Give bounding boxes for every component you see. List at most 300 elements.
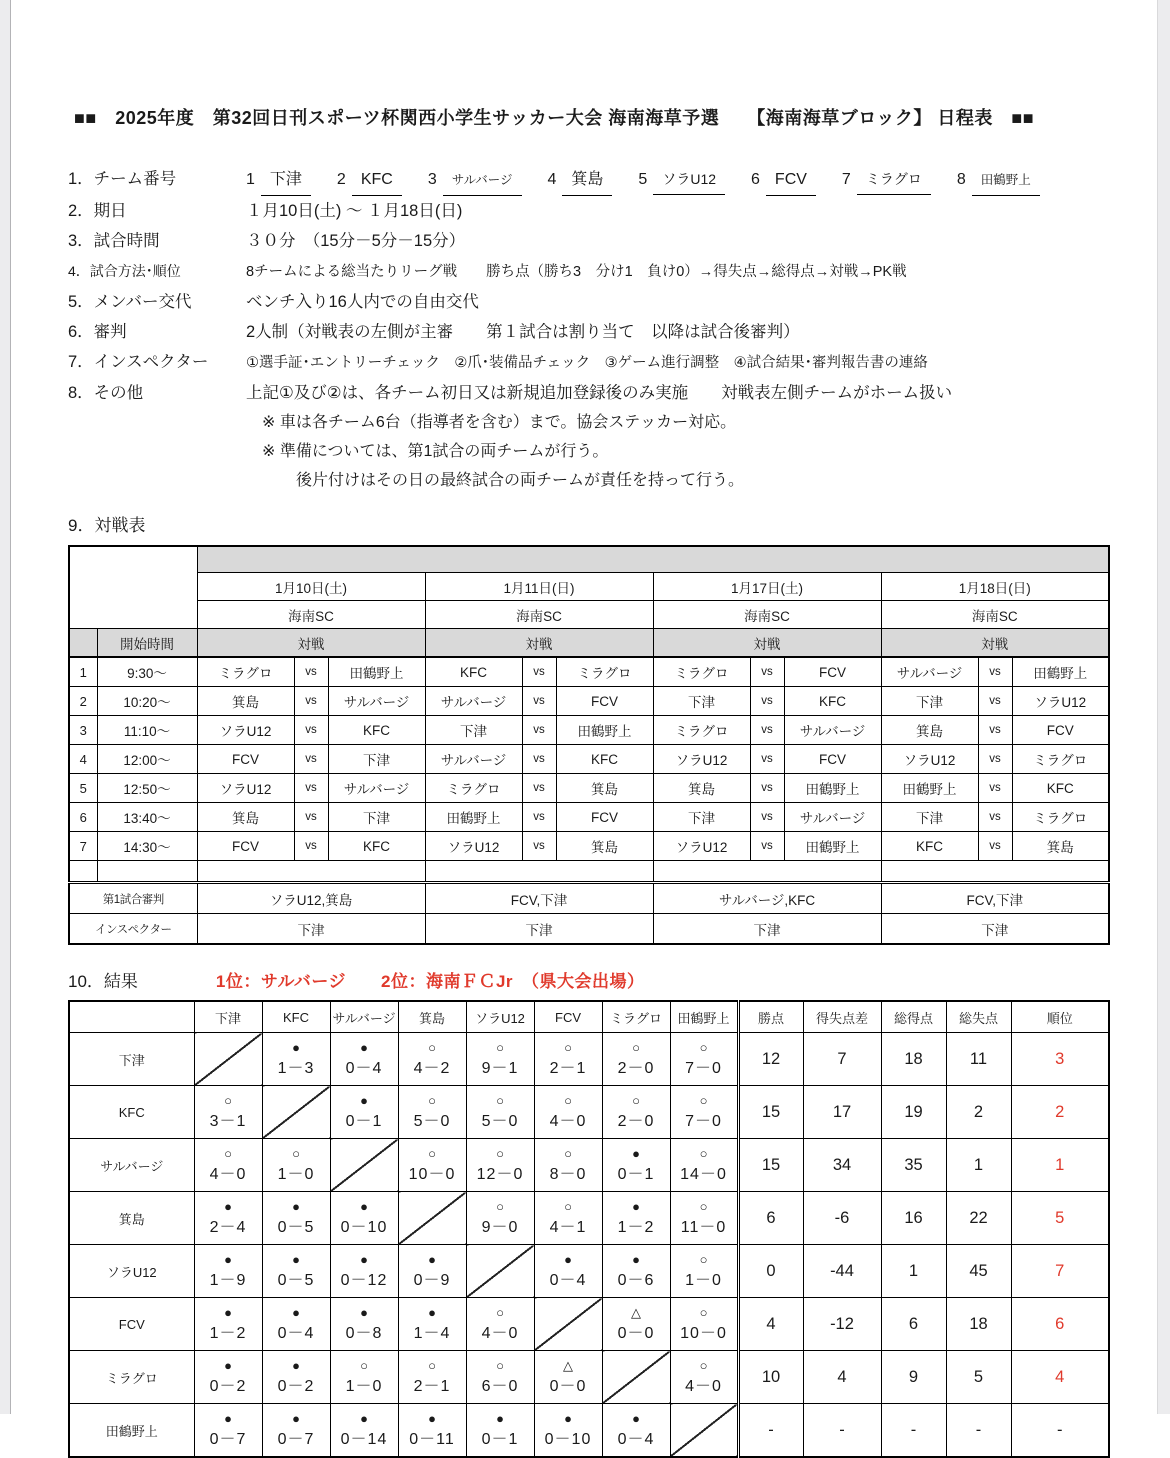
schedule-section-title: 9．対戦表: [68, 516, 146, 535]
points-cell: 6: [738, 1192, 803, 1245]
result-cell: [330, 1404, 398, 1458]
venue-cell: 海南SC: [881, 601, 1109, 629]
results-row: [69, 1086, 1109, 1139]
start-time-cell: 11:10～: [97, 716, 197, 745]
team-name: ソラU12: [653, 164, 725, 195]
result-mark: ○: [699, 1252, 708, 1267]
vs-cell: vs: [522, 832, 556, 861]
results-column-header: 総失点: [946, 1001, 1011, 1033]
result-score: 0－5: [277, 1219, 315, 1236]
home-team-cell: FCV: [197, 832, 294, 861]
info-value: 上記①及び②は、各チーム初日又は新規追加登録後のみ実施 対戦表左側チームがホーム扱い: [246, 384, 953, 402]
away-team-cell: 箕島: [1012, 832, 1109, 861]
goal-diff-cell: 34: [803, 1139, 881, 1192]
home-team-cell: ミラグロ: [653, 657, 750, 687]
result-score: 2－0: [617, 1113, 655, 1130]
schedule-match-row: [69, 687, 1109, 716]
result-score: 0－4: [617, 1431, 655, 1448]
result-mark: ○: [632, 1093, 640, 1108]
result-score: 8－0: [549, 1166, 587, 1183]
info-label: 1．チーム番号: [68, 170, 177, 188]
team-number: 8: [956, 171, 966, 188]
result-cell: [466, 1298, 534, 1351]
result-mark: ●: [292, 1358, 300, 1373]
result-mark: ●: [360, 1411, 368, 1426]
result-cell: [466, 1086, 534, 1139]
inspector-row-label: インスペクター: [69, 914, 197, 945]
results-column-header: 箕島: [398, 1001, 466, 1033]
result-cell: [534, 1404, 602, 1458]
result-mark: ●: [224, 1358, 232, 1373]
schedule-body: [69, 657, 1109, 861]
result-score: 4－0: [685, 1378, 722, 1395]
schedule-match-row: [69, 774, 1109, 803]
home-team-cell: ソラU12: [881, 745, 978, 774]
result-score: 11－0: [680, 1219, 727, 1236]
results-column-header: 下津: [194, 1001, 262, 1033]
away-team-cell: ソラU12: [1012, 687, 1109, 716]
goal-diff-cell: -6: [803, 1192, 881, 1245]
away-team-cell: KFC: [1012, 774, 1109, 803]
result-score: 0－7: [277, 1431, 315, 1448]
away-team-cell: 田鶴野上: [784, 832, 881, 861]
team-list: [246, 164, 1040, 196]
goal-diff-cell: 7: [803, 1033, 881, 1086]
start-time-cell: 14:30～: [97, 832, 197, 861]
result-mark: ●: [292, 1305, 300, 1320]
result-mark: ●: [292, 1411, 300, 1426]
result-mark: ○: [428, 1146, 436, 1161]
vs-cell: vs: [294, 745, 328, 774]
result-cell: [670, 1139, 738, 1192]
result-cell: [602, 1245, 670, 1298]
results-row: [69, 1351, 1109, 1404]
page-title: ■■ 2025年度 第32回日刊スポーツ杯関西小学生サッカー大会 海南海草予選 【海南海草ブロック】 日程表 ■■: [74, 108, 1035, 128]
goal-diff-cell: 4: [803, 1351, 881, 1404]
result-mark: ○: [564, 1093, 572, 1108]
result-cell: [398, 1245, 466, 1298]
home-team-cell: 箕島: [653, 774, 750, 803]
team-number: 5: [638, 171, 648, 188]
home-team-cell: KFC: [881, 832, 978, 861]
result-mark: ●: [496, 1411, 504, 1426]
results-body: [69, 1033, 1109, 1458]
result-mark: ○: [224, 1146, 232, 1161]
result-score: 0－14: [340, 1431, 388, 1448]
info-value: 2人制（対戦表の左側が主審 第１試合は割り当て 以降は試合後審判）: [246, 323, 800, 341]
vs-cell: vs: [294, 803, 328, 832]
points-cell: -: [738, 1404, 803, 1458]
team-entry: [638, 164, 725, 195]
points-cell: 15: [738, 1139, 803, 1192]
home-team-cell: 下津: [653, 803, 750, 832]
result-score: 7－0: [685, 1060, 722, 1077]
results-table: [68, 1000, 1110, 1458]
home-team-cell: ソラU12: [197, 716, 294, 745]
result-score: 0－10: [340, 1219, 388, 1236]
schedule-table: [68, 545, 1110, 945]
result-score: 0－0: [549, 1378, 587, 1395]
result-mark: △: [631, 1305, 641, 1320]
result-mark: ○: [699, 1040, 708, 1055]
result-cell: [194, 1192, 262, 1245]
result-cell: [262, 1033, 330, 1086]
result-score: 0－11: [409, 1431, 455, 1448]
result-cell: [602, 1404, 670, 1458]
note-cleanup: 後片付けはその日の最終試合の両チームが責任を持って行う。: [296, 472, 745, 489]
result-score: 14－0: [680, 1166, 727, 1183]
blank-header-cell: [69, 629, 97, 658]
away-team-cell: KFC: [784, 687, 881, 716]
result-cell: [330, 1192, 398, 1245]
points-cell: 15: [738, 1086, 803, 1139]
result-score: 0－5: [277, 1272, 315, 1289]
result-score: 0－1: [481, 1431, 519, 1448]
inspector-cell: 下津: [425, 914, 653, 945]
result-score: 0－4: [345, 1060, 383, 1077]
vs-cell: vs: [294, 687, 328, 716]
results-column-header: KFC: [262, 1001, 330, 1033]
team-number: 3: [427, 171, 437, 188]
result-score: 1－0: [685, 1272, 722, 1289]
result-mark: ○: [699, 1146, 708, 1161]
home-team-cell: 下津: [881, 803, 978, 832]
schedule-header-row: [69, 629, 1109, 658]
home-team-cell: ソラU12: [425, 832, 522, 861]
away-team-cell: ミラグロ: [1012, 745, 1109, 774]
result-cell: [534, 1139, 602, 1192]
result-score: 5－0: [481, 1113, 519, 1130]
diagonal-cell: [670, 1404, 738, 1458]
results-row: [69, 1033, 1109, 1086]
result-mark: ●: [360, 1199, 368, 1214]
away-team-cell: サルバージ: [328, 687, 425, 716]
goals-against-cell: 11: [946, 1033, 1011, 1086]
team-number: 2: [336, 171, 346, 188]
match-number-cell: 6: [69, 803, 97, 832]
result-mark: △: [563, 1358, 573, 1373]
match-number-cell: 3: [69, 716, 97, 745]
result-score: 6－0: [481, 1378, 519, 1395]
vs-cell: vs: [294, 774, 328, 803]
result-mark: ●: [360, 1040, 368, 1055]
vs-cell: vs: [978, 745, 1012, 774]
result-mark: ●: [360, 1252, 368, 1267]
home-team-cell: 田鶴野上: [425, 803, 522, 832]
results-column-header: 田鶴野上: [670, 1001, 738, 1033]
result-mark: ○: [699, 1199, 708, 1214]
result-score: 3－1: [209, 1113, 247, 1130]
result-mark: ●: [564, 1252, 572, 1267]
home-team-cell: 箕島: [197, 687, 294, 716]
away-team-cell: FCV: [556, 687, 653, 716]
goals-for-cell: 16: [881, 1192, 946, 1245]
start-time-cell: 13:40～: [97, 803, 197, 832]
results-team-label: 下津: [69, 1033, 194, 1086]
schedule-match-row: [69, 803, 1109, 832]
result-score: 12－0: [476, 1166, 524, 1183]
schedule-band: [197, 546, 1109, 573]
vs-cell: vs: [522, 803, 556, 832]
result-cell: [534, 1086, 602, 1139]
referee-cell: FCV,下津: [881, 883, 1109, 914]
rank-cell: 5: [1011, 1192, 1109, 1245]
away-team-cell: 下津: [328, 745, 425, 774]
match-header-cell: 対戦: [881, 629, 1109, 658]
result-score: 7－0: [685, 1113, 722, 1130]
away-team-cell: ミラグロ: [1012, 803, 1109, 832]
result-mark: ●: [428, 1252, 436, 1267]
points-cell: 0: [738, 1245, 803, 1298]
team-name: 田鶴野上: [972, 165, 1040, 196]
goals-against-cell: 22: [946, 1192, 1011, 1245]
result-mark: ●: [632, 1411, 640, 1426]
results-section-title: 10．結果: [68, 972, 138, 991]
home-team-cell: ソラU12: [653, 745, 750, 774]
result-cell: [398, 1404, 466, 1458]
result-cell: [194, 1086, 262, 1139]
diagonal-cell: [194, 1033, 262, 1086]
info-label: 6．審判: [68, 323, 127, 341]
result-score: 0－9: [413, 1272, 451, 1289]
team-entry: [842, 164, 931, 195]
vs-cell: vs: [750, 774, 784, 803]
results-row: [69, 1298, 1109, 1351]
away-team-cell: FCV: [784, 657, 881, 687]
result-score: 9－0: [481, 1219, 519, 1236]
result-score: 2－0: [617, 1060, 655, 1077]
result-mark: ○: [496, 1199, 504, 1214]
document: [68, 0, 1108, 1458]
result-mark: ●: [360, 1093, 368, 1108]
results-column-header: 得失点差: [803, 1001, 881, 1033]
result-mark: ●: [292, 1199, 300, 1214]
match-number-cell: 2: [69, 687, 97, 716]
time-header-cell: 開始時間: [97, 629, 197, 658]
home-team-cell: ミラグロ: [653, 716, 750, 745]
away-team-cell: KFC: [556, 745, 653, 774]
goals-against-cell: 1: [946, 1139, 1011, 1192]
results-row: [69, 1404, 1109, 1458]
result-score: 0－1: [617, 1166, 655, 1183]
result-score: 9－1: [481, 1060, 519, 1077]
schedule-band-row: [69, 546, 1109, 573]
result-mark: ○: [292, 1146, 300, 1161]
result-cell: [602, 1033, 670, 1086]
result-mark: ●: [360, 1305, 368, 1320]
inspector-cell: 下津: [653, 914, 881, 945]
info-label: 5．メンバー交代: [68, 293, 192, 311]
results-column-header: FCV: [534, 1001, 602, 1033]
vs-cell: vs: [978, 774, 1012, 803]
vs-cell: vs: [978, 657, 1012, 687]
empty-cell: [69, 861, 97, 883]
goals-for-cell: 6: [881, 1298, 946, 1351]
vs-cell: vs: [294, 657, 328, 687]
goal-diff-cell: 17: [803, 1086, 881, 1139]
results-section-header: [68, 967, 1108, 992]
schedule-referee-row: [69, 883, 1109, 914]
result-mark: ○: [699, 1358, 708, 1373]
schedule-match-row: [69, 745, 1109, 774]
result-mark: ○: [428, 1358, 436, 1373]
empty-cell: [425, 861, 653, 883]
team-entry: [428, 165, 522, 196]
result-score: 10－0: [408, 1166, 456, 1183]
result-cell: [262, 1192, 330, 1245]
result-score: 0－2: [209, 1378, 247, 1395]
info-row-duration: [68, 226, 1108, 256]
result-mark: ○: [496, 1146, 504, 1161]
away-team-cell: KFC: [328, 832, 425, 861]
result-score: 0－7: [209, 1431, 247, 1448]
vs-cell: vs: [978, 803, 1012, 832]
home-team-cell: ミラグロ: [197, 657, 294, 687]
result-score: 4－0: [209, 1166, 247, 1183]
start-time-cell: 9:30～: [97, 657, 197, 687]
result-mark: ○: [360, 1358, 368, 1373]
schedule-match-row: [69, 657, 1109, 687]
home-team-cell: KFC: [425, 657, 522, 687]
result-mark: ●: [632, 1252, 640, 1267]
result-cell: [330, 1351, 398, 1404]
diagonal-cell: [466, 1245, 534, 1298]
away-team-cell: 田鶴野上: [784, 774, 881, 803]
home-team-cell: 田鶴野上: [881, 774, 978, 803]
empty-cell: [653, 861, 881, 883]
result-mark: ●: [292, 1040, 300, 1055]
rank-cell: 2: [1011, 1086, 1109, 1139]
info-value: 8チームによる総当たりリーグ戦 勝ち点（勝ち3 分け1 負け0）→得失点→総得点→対戦→PK戦: [246, 264, 907, 280]
result-mark: ●: [632, 1146, 640, 1161]
result-mark: ○: [496, 1358, 504, 1373]
result-cell: [194, 1245, 262, 1298]
result-mark: ●: [564, 1411, 572, 1426]
result-cell: [670, 1086, 738, 1139]
points-cell: 10: [738, 1351, 803, 1404]
info-label: 2．期日: [68, 202, 127, 220]
result-cell: [534, 1351, 602, 1404]
result-cell: [330, 1086, 398, 1139]
rank-cell: 3: [1011, 1033, 1109, 1086]
goals-against-cell: 5: [946, 1351, 1011, 1404]
result-score: 0－6: [617, 1272, 655, 1289]
empty-cell: [197, 861, 425, 883]
team-entry: [957, 165, 1040, 196]
note-preparation: ※ 準備については、第1試合の両チームが行う。: [262, 443, 609, 460]
result-mark: ●: [428, 1411, 436, 1426]
rank-cell: 6: [1011, 1298, 1109, 1351]
away-team-cell: FCV: [784, 745, 881, 774]
diagonal-cell: [534, 1298, 602, 1351]
venue-cell: 海南SC: [425, 601, 653, 629]
home-team-cell: 下津: [425, 716, 522, 745]
home-team-cell: ソラU12: [653, 832, 750, 861]
home-team-cell: FCV: [197, 745, 294, 774]
result-score: 1－9: [209, 1272, 247, 1289]
result-cell: [602, 1192, 670, 1245]
away-team-cell: 下津: [328, 803, 425, 832]
away-team-cell: KFC: [328, 716, 425, 745]
result-mark: ○: [428, 1040, 436, 1055]
info-row-other: [68, 378, 1108, 408]
result-mark: ●: [224, 1411, 232, 1426]
results-team-label: KFC: [69, 1086, 194, 1139]
match-header-cell: 対戦: [425, 629, 653, 658]
away-team-cell: FCV: [556, 803, 653, 832]
start-time-cell: 12:50～: [97, 774, 197, 803]
info-value: ３０分 （15分－5分－15分）: [246, 232, 466, 250]
result-cell: [670, 1192, 738, 1245]
goals-for-cell: 18: [881, 1033, 946, 1086]
result-cell: [398, 1139, 466, 1192]
result-cell: [262, 1404, 330, 1458]
team-name: サルバージ: [443, 165, 522, 196]
result-mark: ○: [224, 1093, 232, 1108]
goals-against-cell: 2: [946, 1086, 1011, 1139]
result-cell: [330, 1298, 398, 1351]
match-number-cell: 4: [69, 745, 97, 774]
result-cell: [262, 1245, 330, 1298]
rank-cell: -: [1011, 1404, 1109, 1458]
schedule-inspector-row: [69, 914, 1109, 945]
result-mark: ○: [428, 1093, 436, 1108]
start-time-cell: 12:00～: [97, 745, 197, 774]
team-number: 4: [547, 171, 557, 188]
result-cell: [194, 1298, 262, 1351]
result-score: 2－4: [209, 1219, 247, 1236]
vs-cell: vs: [750, 745, 784, 774]
vs-cell: vs: [522, 774, 556, 803]
result-mark: ○: [699, 1305, 708, 1320]
result-cell: [398, 1033, 466, 1086]
referee-cell: サルバージ,KFC: [653, 883, 881, 914]
info-value: １月10日(土) ～ １月18日(日): [246, 202, 463, 220]
info-row-format: [68, 256, 1108, 287]
home-team-cell: 下津: [653, 687, 750, 716]
match-number-cell: 7: [69, 832, 97, 861]
result-score: 2－1: [413, 1378, 451, 1395]
result-cell: [602, 1298, 670, 1351]
result-cell: [330, 1245, 398, 1298]
info-label: 3．試合時間: [68, 232, 160, 250]
date-cell: 1月17日(土): [653, 573, 881, 601]
vs-cell: vs: [750, 803, 784, 832]
info-label: 7．インスペクター: [68, 353, 209, 371]
match-number-cell: 1: [69, 657, 97, 687]
goals-against-cell: 18: [946, 1298, 1011, 1351]
match-number-cell: 5: [69, 774, 97, 803]
home-team-cell: ミラグロ: [425, 774, 522, 803]
result-mark: ●: [224, 1199, 232, 1214]
away-team-cell: サルバージ: [784, 716, 881, 745]
goals-for-cell: 9: [881, 1351, 946, 1404]
result-score: 0－0: [617, 1325, 655, 1342]
result-cell: [398, 1086, 466, 1139]
diagonal-cell: [398, 1192, 466, 1245]
result-cell: [330, 1033, 398, 1086]
vs-cell: vs: [978, 687, 1012, 716]
result-cell: [398, 1351, 466, 1404]
away-team-cell: 田鶴野上: [328, 657, 425, 687]
team-number: 7: [841, 171, 851, 188]
result-cell: [602, 1086, 670, 1139]
venue-cell: 海南SC: [197, 601, 425, 629]
result-cell: [670, 1298, 738, 1351]
away-team-cell: 田鶴野上: [1012, 657, 1109, 687]
away-team-cell: ミラグロ: [556, 657, 653, 687]
start-time-cell: 10:20～: [97, 687, 197, 716]
